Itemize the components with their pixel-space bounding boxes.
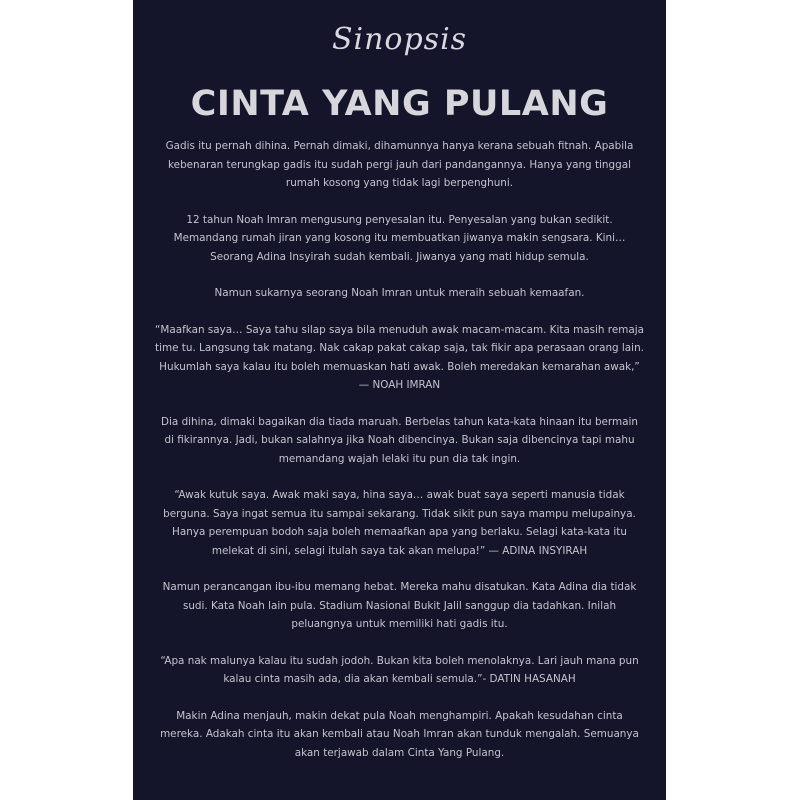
book-title: CINTA YANG PULANG	[190, 84, 609, 124]
synopsis-quote: “Awak kutuk saya. Awak maki saya, hina saya… awak buat saya seperti manusia tidak berguna. Saya ingat semua itu sampai sekarang. Tidak sikit pun saya mampu melupainya. Hanya perempuan bodoh saja boleh memaafkan apa yang berlaku. Selagi kata-kata itu melekat di sini, selagi itulah saya tak akan melupa!” — ADINA INSYIRAH	[163, 489, 636, 557]
synopsis-heading: Sinopsis	[331, 22, 468, 57]
synopsis-paragraph: Namun sukarnya seorang Noah Imran untuk meraih sebuah kemaafan.	[214, 287, 585, 299]
book-back-cover	[133, 0, 666, 800]
synopsis-paragraph: Dia dihina, dimaki bagaikan dia tiada maruah. Berbelas tahun kata-kata hinaan itu bermain di fikirannya. Jadi, bukan salahnya jika Noah dibencinya. Bukan saja dibencinya tapi mahu memandang wajah lelaki itu pun dia tak ingin.	[161, 415, 638, 465]
synopsis-quote: “Maafkan saya… Saya tahu silap saya bila menuduh awak macam-macam. Kita masih remaja time tu. Langsung tak matang. Nak cakap pakat cakap saja, tak fikir apa perasaan orang lain. Hukumlah saya kalau itu boleh memuaskan hati awak. Boleh meredakan kemarahan awak,” — NOAH IMRAN	[155, 323, 644, 391]
synopsis-quote: “Apa nak malunya kalau itu sudah jodoh. Bukan kita boleh menolaknya. Lari jauh mana pun kalau cinta masih ada, dia akan kembali semula.”- DATIN HASANAH	[160, 654, 639, 685]
synopsis-paragraph: 12 tahun Noah Imran mengusung penyesalan itu. Penyesalan yang bukan sedikit. Memandang rumah jiran yang kosong itu membuatkan jiwanya makin sengsara. Kini… Seorang Adina Insyirah sudah kembali. Jiwanya yang mati hidup semula.	[173, 213, 626, 263]
synopsis-text	[155, 137, 644, 780]
synopsis-paragraph: Gadis itu pernah dihina. Pernah dimaki, dihamunnya hanya kerana sebuah fitnah. Apabila kebenaran terungkap gadis itu sudah pergi jauh dari pandangannya. Hanya yang tinggal rumah kosong yang tidak lagi berpenghuni.	[165, 140, 634, 189]
synopsis-paragraph: Namun perancangan ibu-ibu memang hebat. Mereka mahu disatukan. Kata Adina dia tidak sudi. Kata Noah lain pula. Stadium Nasional Bukit Jalil sanggup dia tadahkan. Inilah peluangnya untuk memiliki hati gadis itu.	[162, 581, 637, 630]
synopsis-paragraph: Makin Adina menjauh, makin dekat pula Noah menghampiri. Apakah kesudahan cinta mereka. Adakah cinta itu akan kembali atau Noah Imran akan tunduk mengalah. Semuanya akan terjawab dalam Cinta Yang Pulang.	[160, 709, 639, 759]
